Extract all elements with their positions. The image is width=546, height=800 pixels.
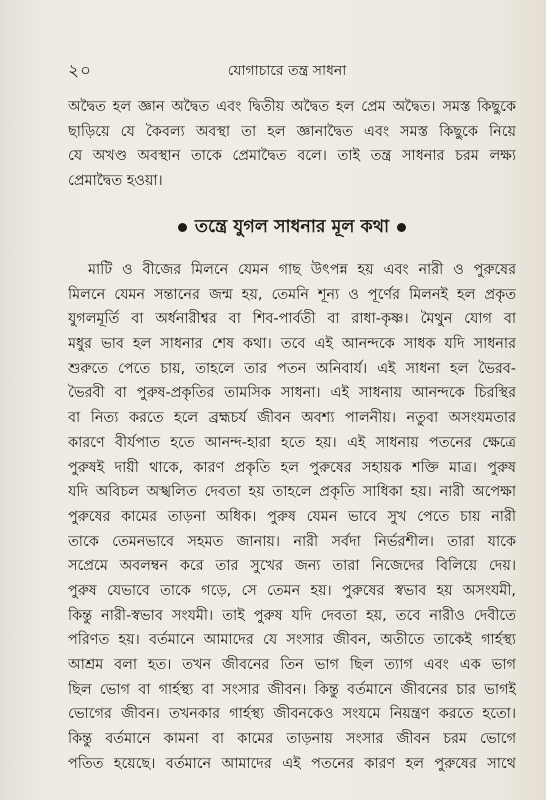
text-line: প্রেমাদ্বৈত হওয়া। [68,173,163,190]
text-line: যুগলমূর্তি বা অর্ধনারীশ্বর বা শিব-পার্বতী বা রাধা-কৃষ্ণ। মৈথুন যোগ বা [68,311,516,328]
text-line: যে অখণ্ড অবস্থান তাকে প্রেমাদ্বৈত বলে। তাই তন্ত্র সাধনার চরম লক্ষ্য [68,148,516,165]
bullet-icon [178,223,187,232]
text-line: পরিণত হয়। বর্তমানে আমাদের যে সংসার জীবন, অতীতে তাকেই গার্হস্থ্য [68,632,516,649]
section-heading-text: তন্ত্রে যুগল সাধনার মূল কথা [194,217,390,237]
text-line: বা নিত্য করতে হলে ব্রহ্মচর্য জীবন অবশ্য পালনীয়। নতুবা অসংযমতার [68,410,516,427]
text-line: ভৈরবী বা পুরুষ-প্রকৃতির তামসিক সাধনা। এই সাধনায় আনন্দকে চিরস্থির [68,385,516,402]
text-line: পুরুষের কামের তাড়না অধিক। পুরুষ যেমন ভাবে সুখ পেতে চায় নারী [68,508,516,525]
page-number: ২০ [68,61,93,81]
text-line: সপ্রেমে অবলম্বন করে তার সুখের জন্য তারা নিজেদের বিলিয়ে দেয়। [68,558,516,575]
running-title: যোগাচারে তন্ত্র সাধনা [227,63,347,79]
text-line: ভোগের জীবন। তখনকার গার্হস্থ্য জীবনকেও সংযমে নিয়ন্ত্রণ করতে হতো। [68,706,516,723]
section-paragraph [68,258,516,776]
text-line: শুরুতে পেতে চায়, তাহলে তার পতন অনিবার্য। এই সাধনা হল ভৈরব- [68,360,516,377]
text-line: কিন্তু নারী-স্বভাব সংযমী। তাই পুরুষ যদি দেবতা হয়, তবে নারীও দেবীতে [68,607,516,624]
text-line: তাকে তেমনভাবে সহমত জানায়। নারী সর্বদা নির্ভরশীল। তারা যাকে [68,533,516,550]
text-line: কিন্তু বর্তমানে কামনা বা কামের তাড়নায় সংসার জীবন চরম ভোগে [68,731,516,748]
text-line: মাটি ও বীজের মিলনে যেমন গাছ উৎপন্ন হয় এবং নারী ও পুরুষের [88,262,516,278]
bullet-icon [397,223,406,232]
text-line: পতিত হয়েছে। বর্তমানে আমাদের এই পতনের কারণ হল পুরুষের সাথে [68,755,516,772]
intro-paragraph [68,95,516,194]
text-line: ছিল ভোগ বা গার্হস্থ্য বা সংসার জীবন। কিন্তু বর্তমানে জীবনের চার ভাগই [68,681,516,698]
text-line: অদ্বৈত হল জ্ঞান অদ্বৈত এবং দ্বিতীয় অদ্বৈত হল প্রেম অদ্বৈত। সমস্ত কিছুকে [68,99,516,115]
text-line: পুরুষই দায়ী থাকে, কারণ প্রকৃতি হল পুরুষের সহায়ক শক্তি মাত্র। পুরুষ [68,459,516,476]
text-line: মধুর ভাব হল সাধনার শেষ কথা। তবে এই আনন্দকে সাধক যদি সাধনার [68,336,516,353]
text-line: ছাড়িয়ে যে কৈবল্য অবস্থা তা হল জ্ঞানাদ্বৈত এবং সমস্ত কিছুকে নিয়ে [68,123,516,140]
text-line: আশ্রম বলা হত। তখন জীবনের তিন ভাগ ছিল ত্যাগ এবং এক ভাগ [68,657,516,673]
text-line: পুরুষ যেভাবে তাকে গড়ে, সে তেমন হয়। পুরুষের স্বভাব হয় অসংযমী, [68,582,516,599]
text-line: কারণে বীর্যপাত হতে আনন্দ-হারা হতে হয়। এই সাধনায় পতনের ক্ষেত্রে [68,434,516,451]
running-header [68,58,506,82]
text-line: মিলনে যেমন সন্তানের জন্ম হয়, তেমনি শূন্য ও পূর্ণের মিলনই হল প্রকৃত [68,286,516,303]
text-line: যদি অবিচল অস্খলিত দেবতা হয় তাহলে প্রকৃতি সাধিকা হয়। নারী অপেক্ষা [68,484,516,501]
section-heading [68,214,516,244]
